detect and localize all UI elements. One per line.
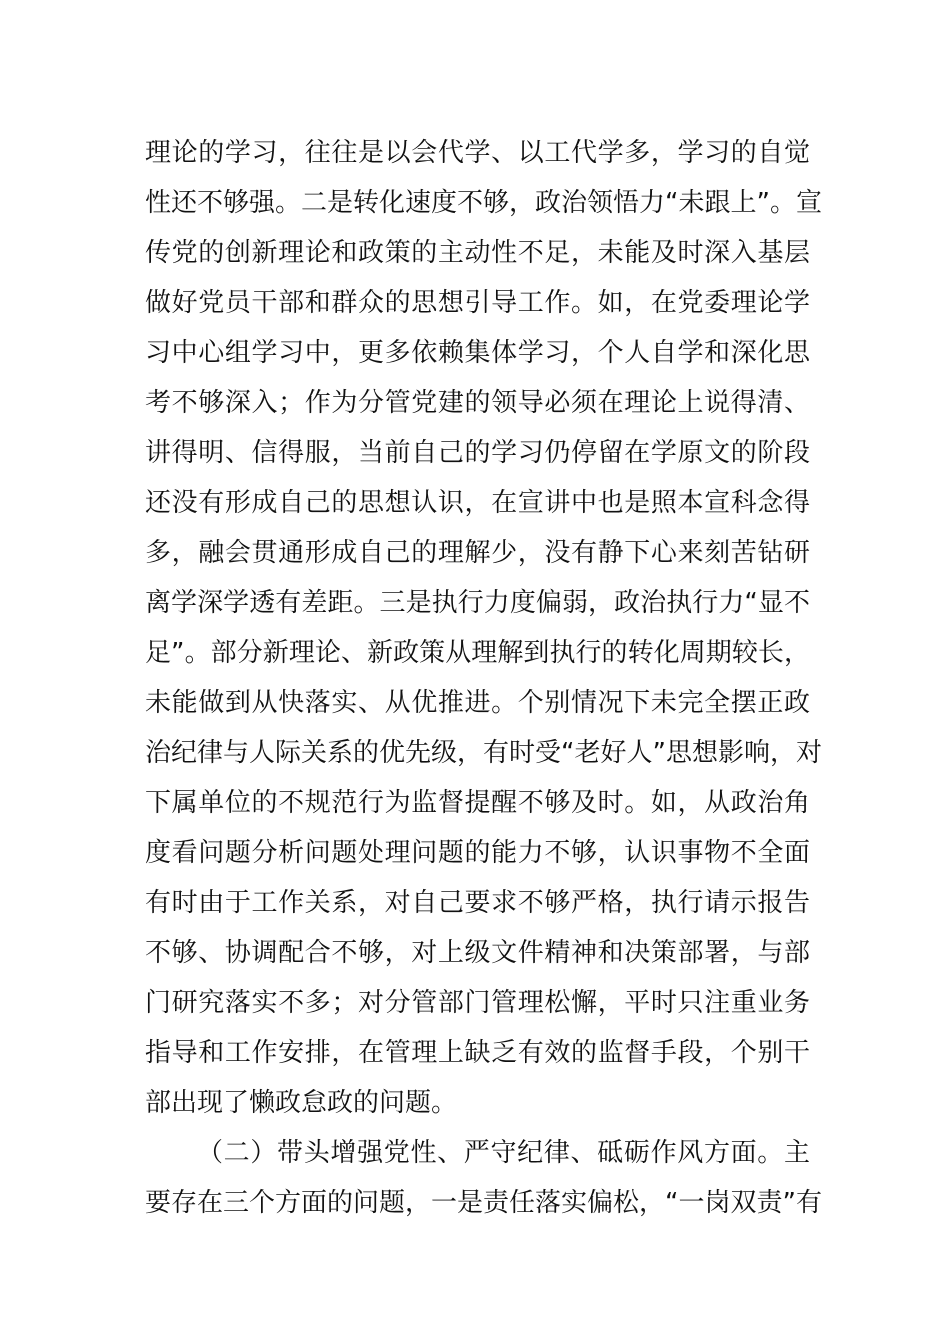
text-line-5: 习中心组学习中，更多依赖集体学习，个人自学和深化思 (145, 338, 810, 368)
text-line-6: 考不够深入；作为分管党建的领导必须在理论上说得清、 (145, 388, 810, 418)
text-line-10: 离学深学透有差距。三是执行力度偏弱，政治执行力“显不 (145, 588, 810, 618)
text-line-20: 部出现了懒政怠政的问题。 (145, 1088, 458, 1118)
text-line-4: 做好党员干部和群众的思想引导工作。如，在党委理论学 (145, 288, 810, 318)
text-line-19: 指导和工作安排，在管理上缺乏有效的监督手段，个别干 (145, 1038, 810, 1068)
text-line-11: 足”。部分新理论、新政策从理解到执行的转化周期较长， (145, 638, 810, 668)
body-text (145, 128, 822, 1228)
text-line-21-section-heading: （二）带头增强党性、严守纪律、砥砺作风方面。主 (197, 1138, 810, 1168)
text-line-8: 还没有形成自己的思想认识，在宣讲中也是照本宣科念得 (145, 488, 810, 518)
text-line-22: 要存在三个方面的问题，一是责任落实偏松，“一岗双责”有 (145, 1188, 822, 1218)
text-line-7: 讲得明、信得服，当前自己的学习仍停留在学原文的阶段 (145, 438, 810, 468)
text-line-14: 下属单位的不规范行为监督提醒不够及时。如，从政治角 (145, 788, 810, 818)
text-line-12: 未能做到从快落实、从优推进。个别情况下未完全摆正政 (145, 688, 810, 718)
text-line-2: 性还不够强。二是转化速度不够，政治领悟力“未跟上”。宣 (145, 188, 822, 218)
text-line-3: 传党的创新理论和政策的主动性不足，未能及时深入基层 (145, 238, 810, 268)
text-line-15: 度看问题分析问题处理问题的能力不够，认识事物不全面 (145, 838, 810, 868)
text-line-16: 有时由于工作关系，对自己要求不够严格，执行请示报告 (145, 888, 810, 918)
text-line-18: 门研究落实不多；对分管部门管理松懈，平时只注重业务 (145, 988, 810, 1018)
text-line-1: 理论的学习，往往是以会代学、以工代学多，学习的自觉 (145, 138, 810, 168)
text-line-13: 治纪律与人际关系的优先级，有时受“老好人”思想影响，对 (145, 738, 822, 768)
text-line-17: 不够、协调配合不够，对上级文件精神和决策部署，与部 (145, 938, 810, 968)
text-line-9: 多，融会贯通形成自己的理解少，没有静下心来刻苦钻研 (145, 538, 810, 568)
